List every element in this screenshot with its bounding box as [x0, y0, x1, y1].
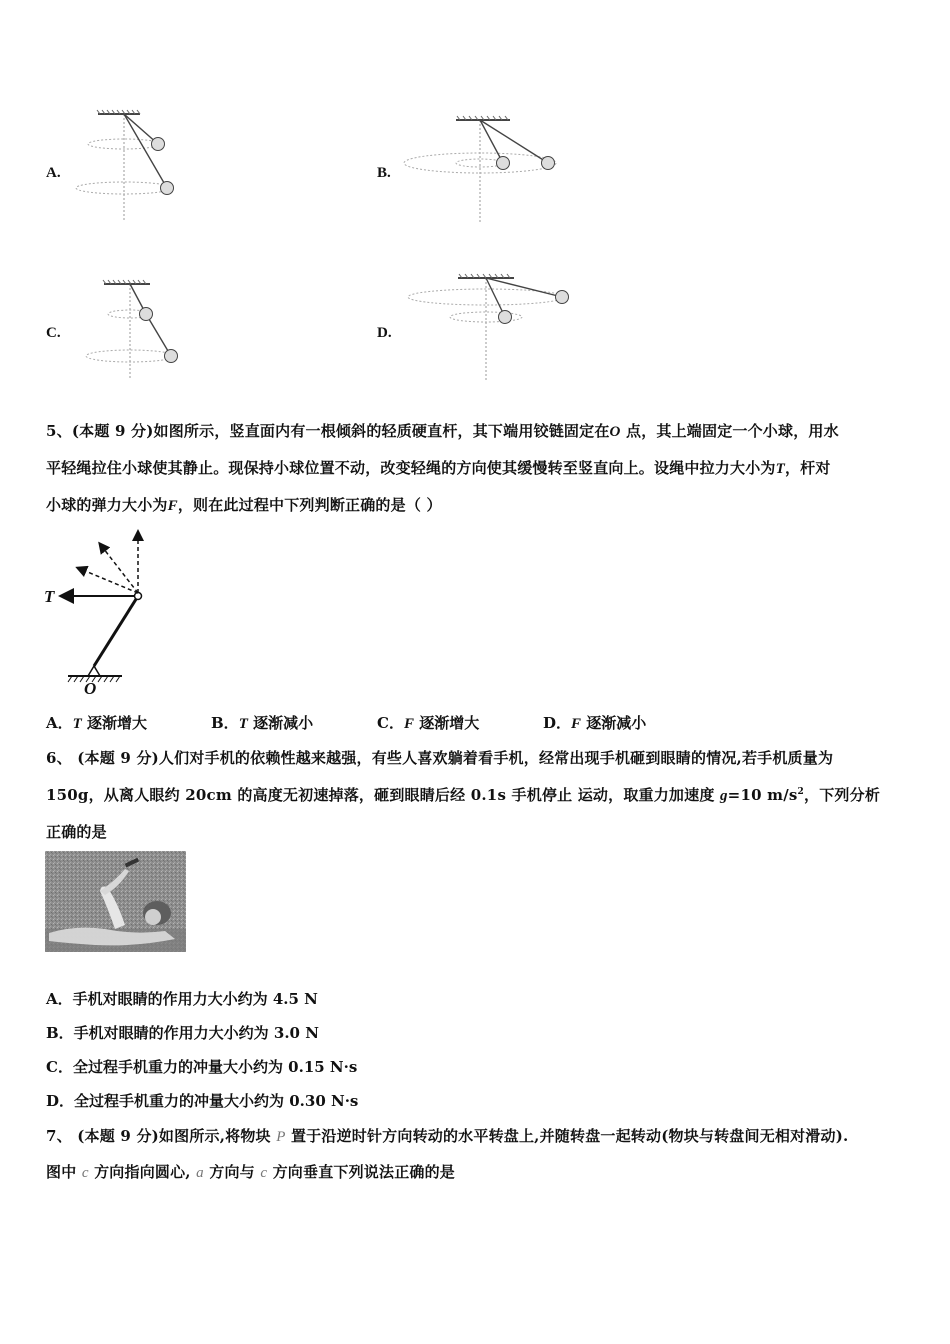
q6-choice-c[interactable]: C．全过程手机重力的冲量大小约为 0.15 N·s — [46, 1058, 358, 1076]
conical-pendulum-figure-a — [70, 108, 200, 223]
conical-pendulum-figure-c — [80, 278, 200, 383]
label-t: T — [44, 587, 55, 606]
q6-text-line-3: 正确的是 — [46, 823, 107, 841]
person-lying-with-phone-photo — [45, 851, 186, 952]
q5-choice-b[interactable]: B．T 逐渐减小 — [211, 714, 314, 732]
q6-choice-a[interactable]: A．手机对眼睛的作用力大小约为 4.5 N — [46, 990, 318, 1008]
q5-text-line-1: 5、(本题 9 分)如图所示，竖直面内有一根倾斜的轻质硬直杆，其下端用铰链固定在O 点，其上端固定一个小球，用水 — [46, 422, 839, 440]
q5-text-line-2: 平轻绳拉住小球使其静止。现保持小球位置不动，改变轻绳的方向使其缓慢转至竖直向上。设绳中拉力大小为T，杆对 — [46, 459, 831, 477]
option-c-label: C. — [46, 325, 61, 341]
q5-choice-a[interactable]: A．T 逐渐增大 — [46, 714, 148, 732]
q6-choice-d[interactable]: D．全过程手机重力的冲量大小约为 0.30 N·s — [46, 1092, 359, 1110]
conical-pendulum-figure-d — [402, 270, 587, 382]
q6-text-line-2: 150g，从离人眼约 20cm 的高度无初速掉落，砸到眼睛后经 0.1s 手机停止 运动，取重力加速度 g=10 $m/s^2$，下列分析 — [46, 786, 881, 804]
q5-choice-c[interactable]: C．F 逐渐增大 — [377, 714, 480, 732]
q7-text-line-1: 7、 (本题 9 分)如图所示,将物块 P 置于沿逆时针方向转动的水平转盘上,并随转盘一起转动(物块与转盘间无相对滑动). — [46, 1127, 849, 1145]
label-o: O — [84, 679, 97, 696]
q6-choice-b[interactable]: B．手机对眼睛的作用力大小约为 3.0 N — [46, 1024, 319, 1042]
q6-text-line-1: 6、 (本题 9 分)人们对手机的依赖性越来越强，有些人喜欢躺着看手机，经常出现手机砸到眼睛的情况,若手机质量为 — [46, 749, 834, 767]
conical-pendulum-figure-b — [400, 112, 580, 224]
q5-choice-d[interactable]: D．F 逐渐减小 — [543, 714, 647, 732]
option-d-label: D. — [377, 325, 392, 341]
option-b-label: B. — [377, 165, 391, 181]
q5-text-line-3: 小球的弹力大小为F，则在此过程中下列判断正确的是（ ） — [46, 496, 442, 514]
q7-text-line-2: 图中 c 方向指向圆心, a 方向与 c 方向垂直下列说法正确的是 — [46, 1163, 455, 1181]
option-a-label: A. — [46, 165, 61, 181]
rod-and-rope-figure — [42, 526, 162, 696]
